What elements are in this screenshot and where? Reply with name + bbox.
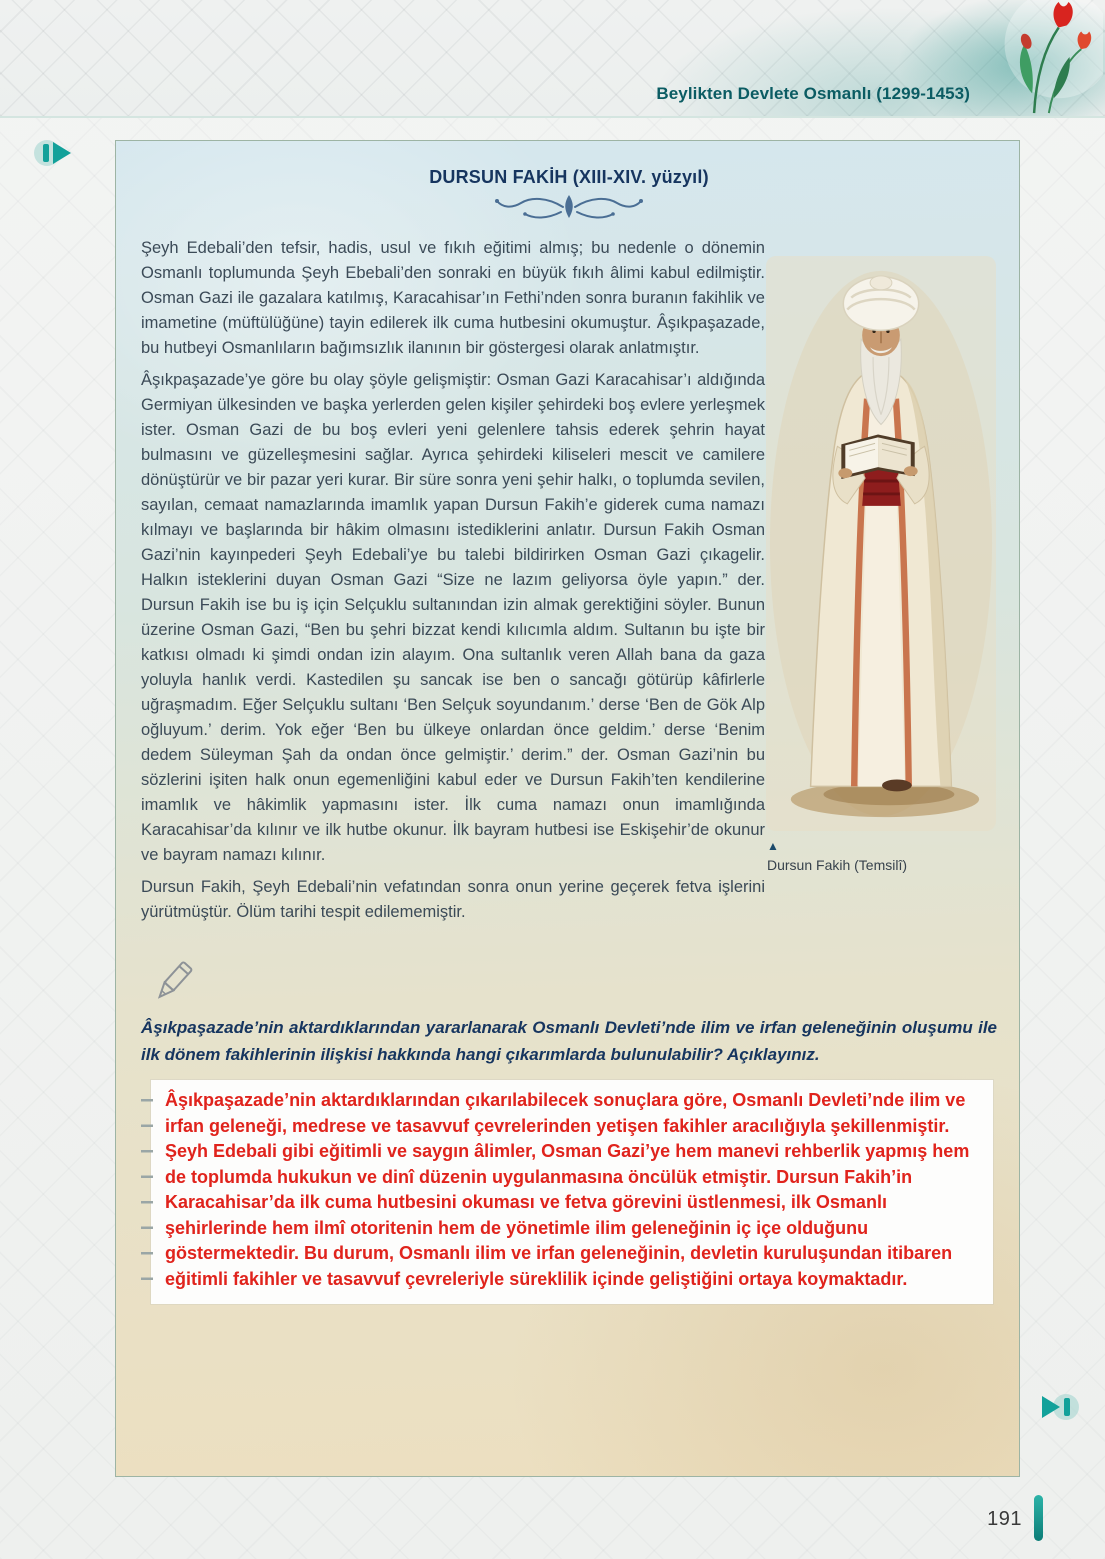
paragraph-3: Dursun Fakih, Şeyh Edebali’nin vefatından sonra onun yerine geçerek fetva işlerini yürütmüştür. Ölüm tarihi tespit edilememiştir. bbox=[141, 878, 765, 921]
pencil-icon bbox=[149, 956, 197, 1008]
article-title: DURSUN FAKİH (XIII-XIV. yüzyıl) bbox=[429, 167, 709, 187]
floral-divider-icon bbox=[489, 190, 649, 226]
tulip-flower-icon bbox=[975, 0, 1103, 116]
content-card bbox=[115, 140, 1020, 1477]
activity-marker bbox=[141, 956, 997, 1008]
answer-text: Âşıkpaşazade’nin aktardıklarından çıkarılabilecek sonuçlara göre, Osmanlı Devleti’nde ilim ve irfan geleneği, medrese ve tasavvuf çevrelerinden yetişen fakihler aracılığıyla şekillenmiştir. Şeyh Edebali gibi eğitimli ve saygın âlimler, Osman Gazi’ye hem manevi rehberlik yapmış hem de toplumda hukukun ve dinî düzenin uygulanmasına öncülük etmiştir. Dursun Fakih’in Karacahisar’da ilk cuma hutbesini okuması ve fetva görevini üstlenmesi, ilk Osmanlı şehirlerinde hem ilmî otoritenin hem de yönetimle ilim geleneğinin iç içe olduğunu göstermektedir. Bu durum, Osmanlı ilim ve irfan geleneğinin, devletin kuruluşundan itibaren eğitimli fakihler ve tasavvuf çevreleriyle süreklilik içinde geliştiğini ortaya koymaktadır. bbox=[165, 1090, 970, 1289]
dursun-fakih-portrait-image bbox=[765, 256, 997, 831]
activity-question: Âşıkpaşazade’nin aktardıklarından yararlanarak Osmanlı Devleti’nde ilim ve irfan geleneğinin oluşumu ile ilk dönem fakihlerinin ilişkisi hakkında hangi çıkarımlarda bulunulabilir? Açıklayınız. bbox=[141, 1018, 997, 1064]
caption-marker-icon: ▲ bbox=[767, 839, 779, 853]
page-number: 191 bbox=[987, 1508, 1022, 1530]
page-number-accent-bar bbox=[1034, 1495, 1043, 1541]
play-forward-icon bbox=[34, 138, 78, 168]
next-section-arrow[interactable] bbox=[1035, 1392, 1079, 1422]
skip-forward-icon bbox=[1035, 1392, 1079, 1422]
paragraph-2: Âşıkpaşazade’ye göre bu olay şöyle gelişmiştir: Osman Gazi Karacahisar’ı aldığında Germiyan ülkesinden ve başka yerlerden gelen kişiler şehirdeki boş evlere yerleşmek ister. Osman Gazi de bu boş evleri yeni gelenlere tahsis ederek şehrin hayat bulmasını ve güzelleşmesini sağlar. Ayrıca şehirdeki kiliseleri mescit ve camilere dönüştürür ve bir pazar yeri kurar. Bir süre sonra yeni şehir halkı, o toplumda sevilen, sayılan, cemaat namazlarında imamlık yapan Dursun Fakih’e giderek cuma namazı kılmayı ve başlarında bir hâkim olmasını istediklerini anlatır. Dursun Fakih Osman Gazi’nin kayınpederi Şeyh Edebali’ye bu talebi bildirirken Osman Gazi çıkagelir. Halkın isteklerini duyan Osman Gazi “Size ne lazım geliyorsa öyle yapın.” der. Dursun Fakih ise bu iş için Selçuklu sultanından izin almak gerektiğini söyler. Bunun üzerine Osman Gazi, “Ben bu şehri bizzat kendi kılıcımla aldım. Sultanın bu işte bir katkısı olmadı ki şimdi ondan izin alayım. Ona sultanlık veren Allah bana da gaza yoluyla hanlık verdi. Kastedilen şu sancak ise ben o sancağı götürüp kâfirlerle uğraşmadım. Eğer Selçuklu sultanı ‘Ben Selçuk soyundanım.’ derse ‘Ben de Gök Alp oğluyum.’ derim. Yok eğer ‘Ben bu ülkeye onlardan önce geldim.’ derse ‘Benim dedem Süleyman Şah da ondan önce gelmiştir.’ derim.” der. Osman Gazi’nin bu sözlerini işiten halk onun egemenliğini kabul eder ve Dursun Fakih’ten kendilerine imamlık ve hâkimlik yapmasını ister. İlk cuma namazı onun imamlığında Karacahisar’da kılınır ve ilk hutbe okunur. İlk bayram hutbesi ise Eskişehir’de okunur ve bayram namazı kılınır. bbox=[141, 371, 765, 864]
image-caption-text: Dursun Fakih (Temsilî) bbox=[767, 857, 908, 873]
page-header bbox=[0, 0, 1105, 118]
paragraph-1: Şeyh Edebali’den tefsir, hadis, usul ve fıkıh eğitimi almış; bu nedenle o dönemin Osmanlı toplumunda Şeyh Ebebali’den sonraki en büyük fıkıh âlimi kabul edilmiştir. Osman Gazi ile gazalara katılmış, Karacahisar’ın Fethi’nden sonra buranın fakihlik ve imametine (müftülüğüne) tayin edilerek ilk cuma hutbesini okumuştur. Âşıkpaşazade, bu hutbeyi Osmanlıların bağımsızlık ilanının bir göstergesi olarak anlatmıştır. bbox=[141, 239, 765, 357]
answer-box bbox=[151, 1080, 993, 1304]
image-caption bbox=[765, 839, 997, 874]
dursun-fakih-illustration bbox=[765, 256, 997, 946]
prev-section-arrow[interactable] bbox=[34, 138, 78, 168]
article-body bbox=[141, 236, 997, 925]
chapter-title: Beylikten Devlete Osmanlı (1299-1453) bbox=[656, 84, 970, 103]
